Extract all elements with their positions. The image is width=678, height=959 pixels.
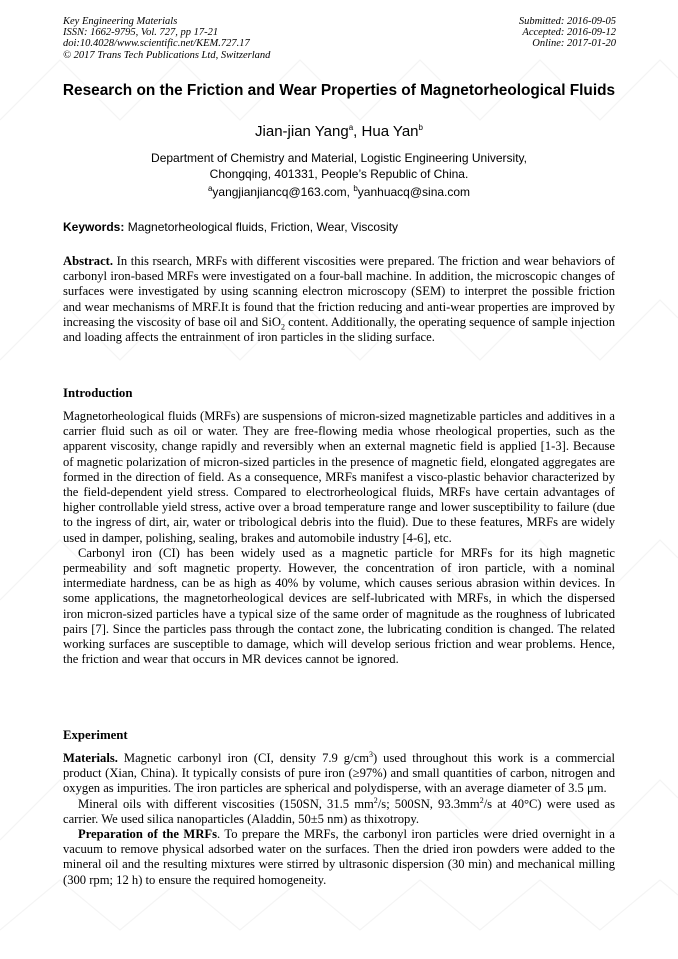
affiliation-line: Chongqing, 401331, People’s Republic of China.	[209, 167, 469, 181]
author-separator: ,	[353, 123, 362, 140]
subscript: 2	[280, 322, 285, 332]
email-link[interactable]: yanhuacq@sina.com	[357, 185, 471, 199]
submitted-date: Submitted: 2016-09-05	[518, 16, 616, 27]
abstract	[63, 254, 615, 345]
text-run: /s; 500SN, 93.3mm	[377, 796, 480, 811]
text-run: Magnetic carbonyl iron (CI, density 7.9 g/cm	[117, 751, 369, 765]
superscript: 3	[369, 749, 373, 759]
keywords	[63, 219, 615, 235]
introduction-body	[63, 409, 615, 667]
online-date: Online: 2017-01-20	[532, 38, 616, 50]
text-run: /s at 40°C) were used as carrier. We used silica nanoparticles (Aladdin, 50±5 nm) as thixotropy.	[63, 796, 615, 826]
paragraph: Carbonyl iron (CI) has been widely used as a magnetic particle for MRFs for its high magnetic permeability and soft magnetic property. However, the concentration of iron particle, with a nominal intermediate hardness, can be as high as 40% by volume, which causes serious abrasion within devices. In some applications, the magnetorheological devices are self-lubricated with MRFs, in which the dispersed iron micron-sized particles have a typical size of the same order of magnitude as the roughness of lubricated pairs [7]. Since the particles pass through the contact zone, the lubricating condition is changed. The related working surfaces are susceptible to damage, which will develop serious friction and wear problems. Hence, the friction and wear that occurs in MR devices cannot be ignored.	[63, 545, 615, 667]
text-run: ) used throughout this work is a commercial product (Xian, China). It typically consists of pure iron (≥97%) and small quantities of carbon, nitrogen and oxygen as impurities. The iron particles are spherical and polydisperse, with an average diameter of 3.5 μm.	[63, 751, 615, 796]
keywords-label: Keywords:	[63, 220, 125, 234]
paragraph	[63, 751, 615, 797]
issn-line: ISSN: 1662-9795, Vol. 727, pp 17-21	[63, 27, 219, 39]
abstract-label: Abstract.	[63, 254, 114, 268]
abstract-text: In this rsearch, MRFs with different viscosities were prepared. The friction and wear behaviors of carbonyl iron-based MRFs were investigated on a four-ball machine. In addition, the microscopic changes of surfaces were investigated by using scanning electron microscopy (SEM) to interpret the possible friction and wear mechanisms of MRF.It is found that the friction reducing and anti-wear properties are improved by increasing the viscosity of base oil and SiO	[63, 254, 615, 329]
paragraph: Magnetorheological fluids (MRFs) are suspensions of micron-sized magnetizable particles and additives in a carrier fluid such as oil or water. They are free-flowing media whose rheological properties, such as the apparent viscosity, change rapidly and reversibly when an external magnetic field is applied [1-3]. Because of magnetic polarization of micron-sized particles in the presence of magnetic field, elongated aggregates are formed in the direction of field. As a consequence, MRFs manifest a visco-plastic behavior characterized by the field-dependent yield stress. Compared to electrorheological fluids, MRFs have certain advantages of higher controllable yield stress, active over a broad temperature range and lower susceptibility to failure (due to the ingress of dirt, air, water or tribological debris into the fluid). Due to these features, MRFs are widely used in damper, polishing, sealing, brakes and automobile industry [4-6], etc.	[63, 409, 615, 545]
text-run: Mineral oils with different viscosities (150SN, 31.5 mm	[78, 796, 374, 811]
abstract-text: content. Additionally, the operating sequence of sample injection and loading affects the entrainment of iron particles in the sliding surface.	[63, 314, 615, 345]
header-left	[63, 16, 270, 61]
email-superscript: a	[207, 184, 213, 193]
text-run: . To prepare the MRFs, the carbonyl iron particles were dried overnight in a vacuum to remove physical adsorbed water on the surfaces. Then the dried iron powders were added to the mineral oil and the resulting mixtures were stirred by ultrasonic dispersion (30 min) and mechanical milling (300 rpm; 12 h) to ensure the required homogeneity.	[63, 827, 615, 887]
copyright-line: © 2017 Trans Tech Publications Ltd, Switzerland	[63, 49, 271, 61]
experiment-body	[63, 751, 615, 888]
author-emails	[60, 184, 618, 200]
header-right	[519, 16, 616, 50]
paragraph	[63, 797, 615, 827]
accepted-date: Accepted: 2016-09-12	[522, 27, 616, 39]
subheading-materials: Materials.	[63, 751, 118, 765]
paragraph	[63, 827, 615, 888]
section-heading-experiment: Experiment	[63, 728, 128, 742]
email-link[interactable]: yangjianjiancq@163.com,	[212, 185, 354, 199]
doi-line[interactable]: doi:10.4028/www.scientific.net/KEM.727.17	[63, 38, 250, 50]
paper-title: Research on the Friction and Wear Properties of Magnetorheological Fluids	[62, 82, 616, 99]
affiliation	[60, 150, 618, 182]
section-heading-introduction: Introduction	[63, 386, 133, 400]
email-superscript: b	[353, 184, 358, 193]
superscript: 2	[373, 795, 378, 805]
author-name: Hua Yan	[361, 123, 419, 140]
keywords-text: Magnetorheological fluids, Friction, Wear, Viscosity	[124, 220, 399, 234]
author-superscript: b	[418, 123, 423, 132]
superscript: 2	[479, 795, 484, 805]
author-name: Jian-jian Yang	[255, 123, 349, 140]
journal-name: Key Engineering Materials	[63, 16, 178, 27]
affiliation-line: Department of Chemistry and Material, Logistic Engineering University,	[151, 151, 527, 165]
subheading-preparation: Preparation of the MRFs	[78, 827, 218, 842]
author-list	[60, 122, 618, 142]
author-superscript: a	[348, 123, 354, 132]
